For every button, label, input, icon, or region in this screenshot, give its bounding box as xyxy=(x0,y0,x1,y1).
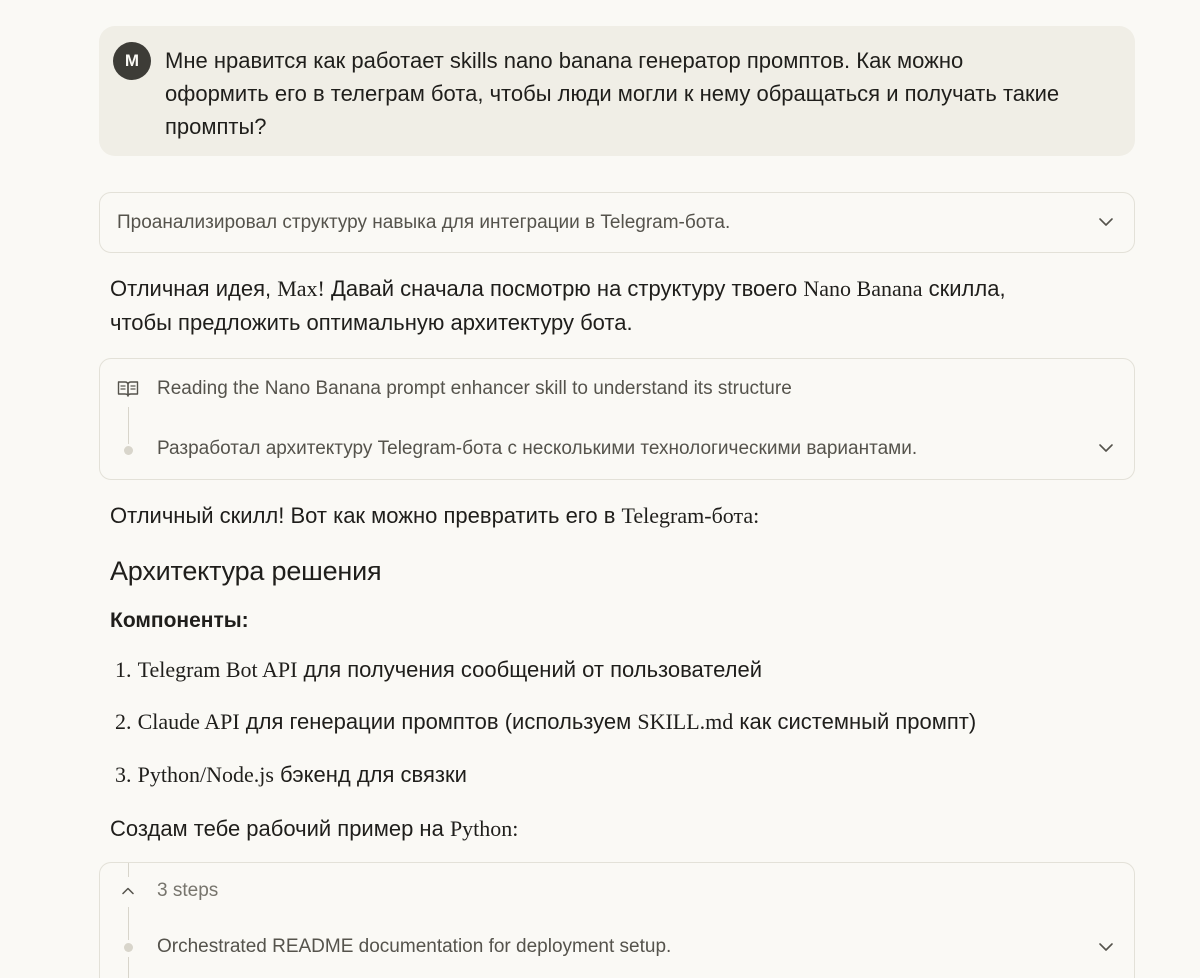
book-icon xyxy=(117,379,139,399)
list-item: 3. Python/Node.js бэкенд для связки xyxy=(115,762,467,787)
steps-count-label[interactable]: 3 steps xyxy=(157,880,219,901)
timeline-dot xyxy=(124,943,133,952)
thinking-summary-2-text: Разработал архитектуру Telegram-бота с несколькими технологическими вариантами. xyxy=(157,438,918,459)
timeline-connector xyxy=(128,863,129,877)
assistant-reply-2: Отличный скилл! Вот как можно превратить его в Telegram-бота: xyxy=(110,503,760,528)
timeline-dot xyxy=(124,446,133,455)
assistant-reply-line-1: Отличная идея, Max! Давай сначала посмотрю на структуру твоего Nano Banana скилла, xyxy=(110,276,1006,301)
assistant-reply-line-2: чтобы предложить оптимальную архитектуру бота. xyxy=(110,310,633,335)
chevron-down-icon[interactable] xyxy=(1096,937,1116,957)
user-avatar[interactable]: M xyxy=(113,42,151,80)
list-item: 2. Claude API для генерации промптов (используем SKILL.md как системный промпт) xyxy=(115,709,977,734)
assistant-outro: Создам тебе рабочий пример на Python: xyxy=(110,816,519,841)
section-heading: Архитектура решения xyxy=(110,556,382,586)
timeline-connector xyxy=(128,957,129,978)
thinking-steps-box[interactable] xyxy=(99,862,1135,978)
thinking-step-text: Orchestrated README documentation for deployment setup. xyxy=(157,936,672,957)
timeline-connector xyxy=(128,407,129,444)
section-subheading: Компоненты: xyxy=(110,609,249,632)
thinking-summary-1-text: Проанализировал структуру навыка для интеграции в Telegram-бота. xyxy=(117,212,731,233)
thinking-summary-2[interactable] xyxy=(99,358,1135,480)
thinking-summary-1[interactable] xyxy=(99,192,1135,253)
timeline-connector xyxy=(128,907,129,940)
list-item: 1. Telegram Bot API для получения сообщений от пользователей xyxy=(115,657,762,682)
chevron-down-icon[interactable] xyxy=(1096,212,1116,232)
chevron-down-icon[interactable] xyxy=(1096,438,1116,458)
user-message-text: Мне нравится как работает skills nano banana генератор промптов. Как можно оформить его в телеграм бота, чтобы люди могли к нему обращаться и получать такие промпты? xyxy=(165,48,1060,139)
user-message xyxy=(99,26,1135,156)
chevron-up-icon[interactable] xyxy=(119,882,137,900)
thinking-step-label: Reading the Nano Banana prompt enhancer skill to understand its structure xyxy=(157,378,792,399)
